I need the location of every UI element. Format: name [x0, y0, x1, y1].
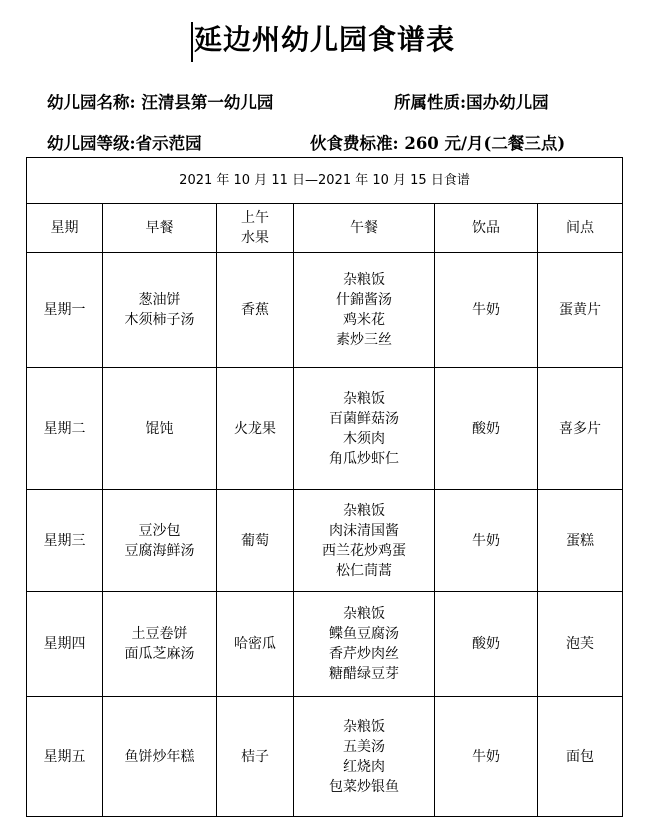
- meal-fee-label: 伙食费标准:: [310, 134, 399, 153]
- fruit-cell: 香蕉: [217, 253, 294, 368]
- lunch-cell-item: 素炒三丝: [336, 332, 392, 348]
- col-fruit-header: 上午 水果: [217, 204, 294, 253]
- kindergarten-grade-label: 幼儿园等级:: [47, 134, 136, 153]
- kindergarten-nature-value: 国办幼儿园: [466, 93, 549, 112]
- table-row: [27, 592, 623, 697]
- lunch-cell-item: 香芹炒肉丝: [329, 646, 399, 662]
- lunch-cell-item: 鸡米花: [343, 312, 385, 328]
- lunch-cell-item: 杂粮饭: [343, 272, 385, 288]
- breakfast-cell: [103, 697, 217, 817]
- header-row: [27, 204, 623, 253]
- fruit-cell: 葡萄: [217, 490, 294, 592]
- day-cell: 星期四: [27, 592, 103, 697]
- kindergarten-grade: [47, 133, 202, 155]
- lunch-cell-item: 肉沫清国酱: [329, 522, 399, 539]
- table-row: [27, 253, 623, 368]
- col-snack-header: 间点: [538, 204, 623, 253]
- breakfast-cell: [103, 368, 217, 490]
- breakfast-cell: [103, 253, 217, 368]
- table-row: [27, 368, 623, 490]
- page-title: [0, 20, 646, 62]
- lunch-cell-item: 糖醋绿豆芽: [329, 666, 399, 682]
- table-row: [27, 490, 623, 592]
- lunch-cell-item: 角瓜炒虾仁: [329, 450, 399, 467]
- breakfast-cell: [103, 490, 217, 592]
- drink-cell: 酸奶: [435, 368, 538, 490]
- lunch-cell-item: 百菌鲜菇汤: [329, 410, 399, 427]
- lunch-cell-item: 木须肉: [343, 430, 385, 447]
- breakfast-cell-item: 豆沙包: [138, 522, 181, 539]
- menu-table: [26, 157, 623, 817]
- lunch-cell: [294, 592, 435, 697]
- snack-cell: 喜多片: [538, 368, 623, 490]
- col-day-header: 星期: [27, 204, 103, 253]
- snack-cell: 蛋糕: [538, 490, 623, 592]
- fruit-cell: 桔子: [217, 697, 294, 817]
- breakfast-cell-item: 面瓜芝麻汤: [124, 646, 195, 662]
- snack-cell: 面包: [538, 697, 623, 817]
- lunch-cell-item: 红烧肉: [343, 758, 385, 775]
- lunch-cell: [294, 490, 435, 592]
- breakfast-cell-item: 鱼饼炒年糕: [124, 748, 195, 765]
- lunch-cell: [294, 253, 435, 368]
- col-drink-header: 饮品: [435, 204, 538, 253]
- lunch-cell-item: 杂粮饭: [343, 390, 385, 407]
- col-lunch-header: 午餐: [294, 204, 435, 253]
- day-cell: 星期三: [27, 490, 103, 592]
- kindergarten-nature-label: 所属性质:: [394, 93, 467, 112]
- lunch-cell-item: 什錦酱汤: [336, 292, 392, 308]
- snack-cell: 泡芙: [538, 592, 623, 697]
- kindergarten-name-value: 汪清县第一幼儿园: [141, 93, 274, 112]
- lunch-cell-item: 西兰花炒鸡蛋: [322, 542, 406, 559]
- kindergarten-grade-value: 省示范园: [135, 134, 202, 153]
- lunch-cell-item: 包菜炒银鱼: [329, 778, 399, 795]
- page-title-text: 延边州幼儿园食谱表: [193, 23, 455, 56]
- snack-cell: 蛋黄片: [538, 253, 623, 368]
- lunch-cell-item: 杂粮饭: [343, 606, 385, 622]
- breakfast-cell-item: 土豆卷饼: [131, 626, 188, 642]
- drink-cell: 牛奶: [435, 697, 538, 817]
- day-cell: 星期一: [27, 253, 103, 368]
- lunch-cell-item: 鲽鱼豆腐汤: [329, 626, 399, 642]
- drink-cell: 牛奶: [435, 490, 538, 592]
- breakfast-cell-item: 馄饨: [145, 420, 174, 437]
- day-cell: 星期五: [27, 697, 103, 817]
- meal-fee: [310, 133, 565, 155]
- text-cursor: [191, 22, 193, 62]
- fruit-cell: 火龙果: [217, 368, 294, 490]
- lunch-cell-item: 五美汤: [343, 738, 385, 755]
- lunch-cell-item: 松仁茼蒿: [336, 562, 392, 579]
- breakfast-cell-item: 豆腐海鲜汤: [124, 542, 195, 559]
- meal-fee-value: 260 元/月(二餐三点): [404, 134, 566, 153]
- kindergarten-name-label: 幼儿园名称:: [47, 93, 136, 112]
- drink-cell: 牛奶: [435, 253, 538, 368]
- col-breakfast-header: 早餐: [103, 204, 217, 253]
- date-range: 2021 年 10 月 11 日—2021 年 10 月 15 日食谱: [27, 158, 623, 204]
- lunch-cell-item: 杂粮饭: [343, 718, 385, 735]
- lunch-cell: [294, 697, 435, 817]
- day-cell: 星期二: [27, 368, 103, 490]
- breakfast-cell-item: 葱油饼: [138, 292, 181, 308]
- lunch-cell: [294, 368, 435, 490]
- table-row: [27, 697, 623, 817]
- lunch-cell-item: 杂粮饭: [343, 502, 385, 519]
- kindergarten-nature: [394, 92, 549, 114]
- fruit-cell: 哈密瓜: [217, 592, 294, 697]
- breakfast-cell-item: 木须柿子汤: [124, 312, 195, 328]
- drink-cell: 酸奶: [435, 592, 538, 697]
- kindergarten-name: [47, 92, 273, 114]
- breakfast-cell: [103, 592, 217, 697]
